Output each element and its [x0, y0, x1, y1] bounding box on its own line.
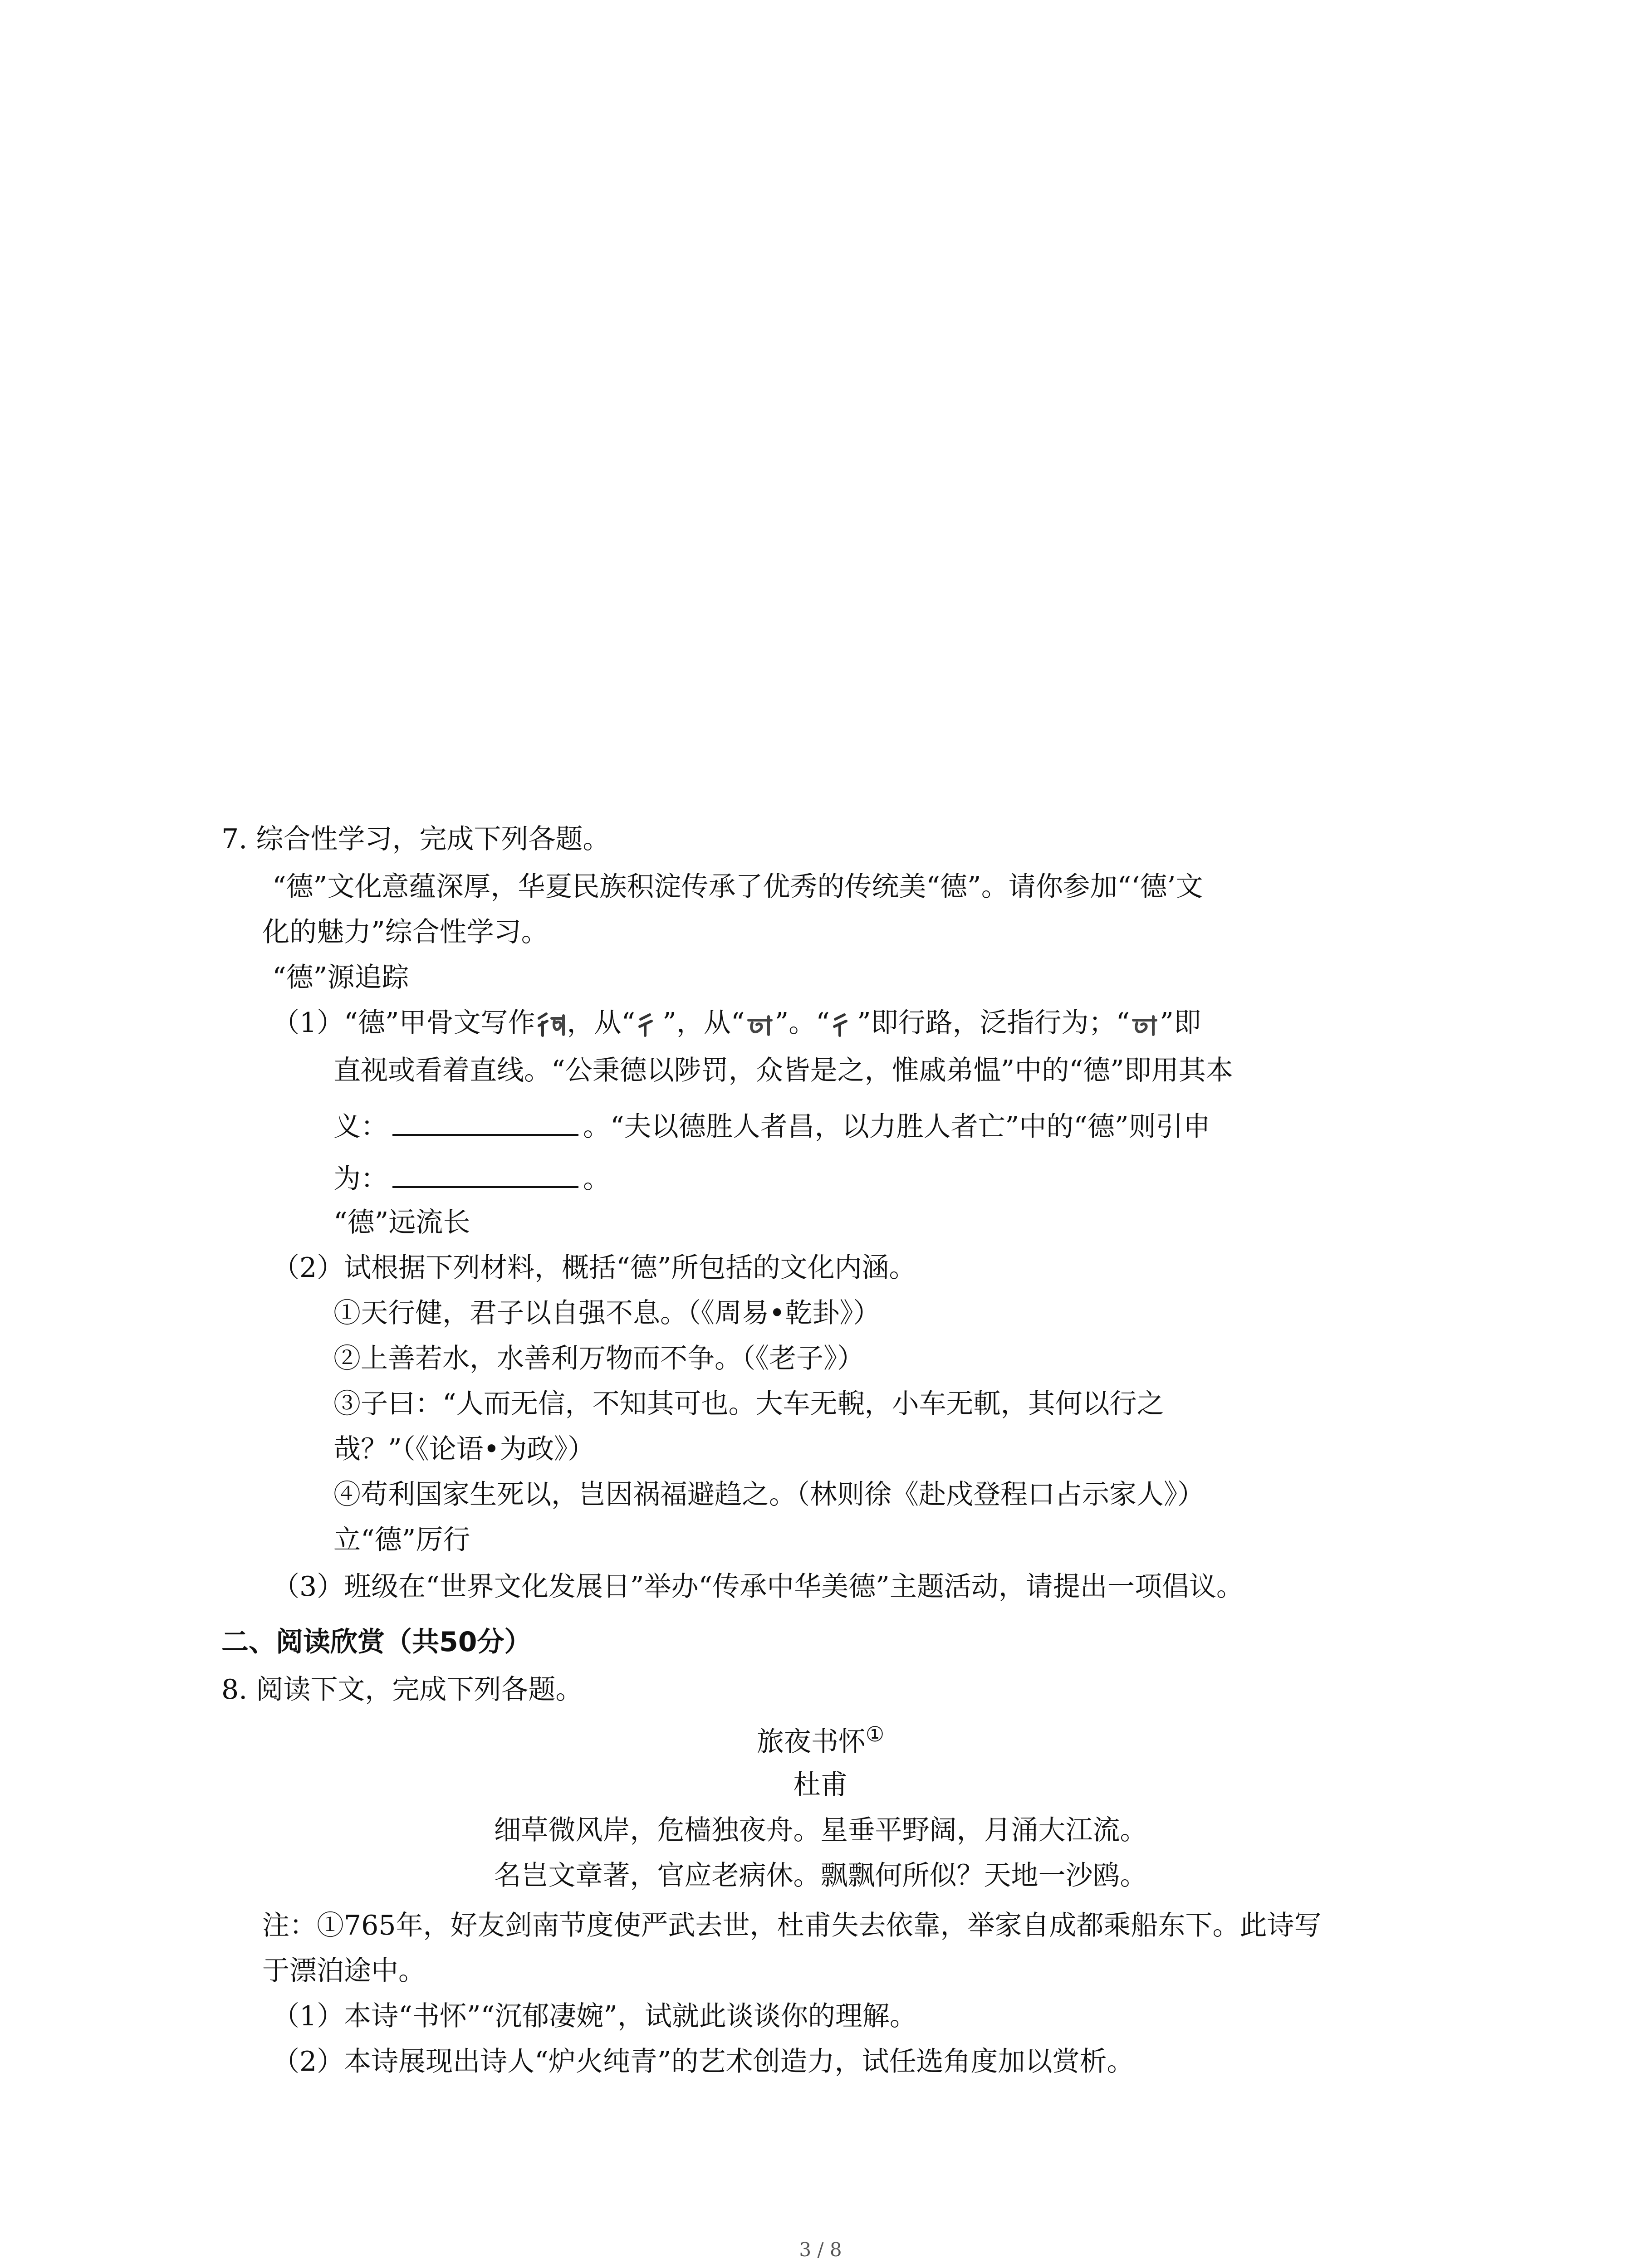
oracle-zhi-glyph-icon-2 [1131, 1012, 1159, 1037]
q7-material-4: ④苟利国家生死以，岂因祸福避趋之。（林则徐《赴戍登程口占示家人》） [333, 1479, 1205, 1510]
q7-section-origin: “德”源追踪 [272, 962, 409, 993]
q7-material-1: ①天行健，君子以自强不息。（《周易•乾卦》） [333, 1297, 881, 1329]
q7-material-3-line1: ③子曰：“人而无信，不知其可也。大车无輗，小车无軏，其何以行之 [333, 1388, 1164, 1420]
oracle-chi-glyph-icon-2 [831, 1012, 856, 1037]
oracle-de-glyph-icon [536, 1012, 566, 1037]
section-heading-reading: 二、阅读欣赏（共50分） [221, 1626, 532, 1658]
q7-part1-text-e: ”即行路，泛指行为；“ [857, 1007, 1130, 1039]
q7-part1-line4 [333, 1159, 610, 1193]
q7-part1-line2: 直视或看着直线。“公秉德以陟罚，众皆是之，惟戚弟愠”中的“德”即用其本 [333, 1055, 1233, 1086]
q7-material-3-line2: 哉？”（《论语•为政》） [333, 1433, 595, 1465]
q8-part2-prompt: （2）本诗展现出诗人“炉火纯青”的艺术创造力，试任选角度加以赏析。 [272, 2046, 1134, 2077]
page-number: 3 / 8 [799, 2239, 842, 2261]
q7-part2-prompt: （2）试根据下列材料，概括“德”所包括的文化内涵。 [272, 1252, 916, 1284]
q7-part1-line4-a: 为： [333, 1163, 388, 1195]
q7-part1-line3-a: 义： [333, 1111, 388, 1143]
answer-blank-1[interactable] [392, 1107, 578, 1136]
poem-title-block [0, 1722, 1641, 1758]
q8-part1-prompt: （1）本诗“书怀”“沉郁凄婉”，试就此谈谈你的理解。 [272, 2000, 917, 2032]
q7-part3-prompt: （3）班级在“世界文化发展日”举办“传承中华美德”主题活动，请提出一项倡议。 [272, 1571, 1244, 1603]
oracle-zhi-glyph-icon [746, 1012, 774, 1037]
q7-part1-line3 [333, 1107, 1210, 1143]
poem-note-line2: 于漂泊途中。 [262, 1955, 426, 1987]
poem-note-mark: ① [865, 1722, 885, 1746]
q7-material-2: ②上善若水，水善利万物而不争。（《老子》） [333, 1343, 864, 1374]
poem-line-1: 细草微风岸，危樯独夜舟。星垂平野阔，月涌大江流。 [494, 1814, 1147, 1846]
q7-part1-text-f: ”即 [1160, 1007, 1201, 1039]
poem-line-2: 名岂文章著，官应老病休。飘飘何所似？天地一沙鸥。 [494, 1860, 1147, 1892]
oracle-chi-glyph-icon [636, 1012, 661, 1037]
q7-part1-text-a: （1）“德”甲骨文写作 [272, 1007, 535, 1039]
poem-author: 杜甫 [793, 1769, 848, 1801]
q7-title: 7. 综合性学习，完成下列各题。 [221, 823, 610, 855]
q7-part1-line4-b: 。 [583, 1163, 610, 1195]
q7-part1-text-b: ，从“ [567, 1007, 636, 1039]
q7-part1-text-d: ”。“ [774, 1007, 830, 1039]
poem-title: 旅夜书怀 [756, 1726, 866, 1758]
q7-intro-line1: “德”文化意蕴深厚，华夏民族积淀传承了优秀的传统美“德”。请你参加“‘德’文 [272, 871, 1203, 903]
q7-section-development: “德”远流长 [333, 1207, 470, 1238]
poem-note-line1: 注：①765年，好友剑南节度使严武去世，杜甫失去依靠，举家自成都乘船东下。此诗写 [262, 1910, 1322, 1941]
q7-part1-line3-b: 。“夫以德胜人者昌，以力胜人者亡”中的“德”则引申 [583, 1111, 1210, 1143]
q7-intro-line2: 化的魅力”综合性学习。 [262, 916, 549, 948]
q7-part1-text-c: ”，从“ [662, 1007, 745, 1039]
q7-section-practice: 立“德”厉行 [333, 1524, 470, 1556]
q7-part1-line1 [272, 1009, 1201, 1037]
q8-title: 8. 阅读下文，完成下列各题。 [221, 1674, 583, 1706]
answer-blank-2[interactable] [392, 1159, 578, 1188]
